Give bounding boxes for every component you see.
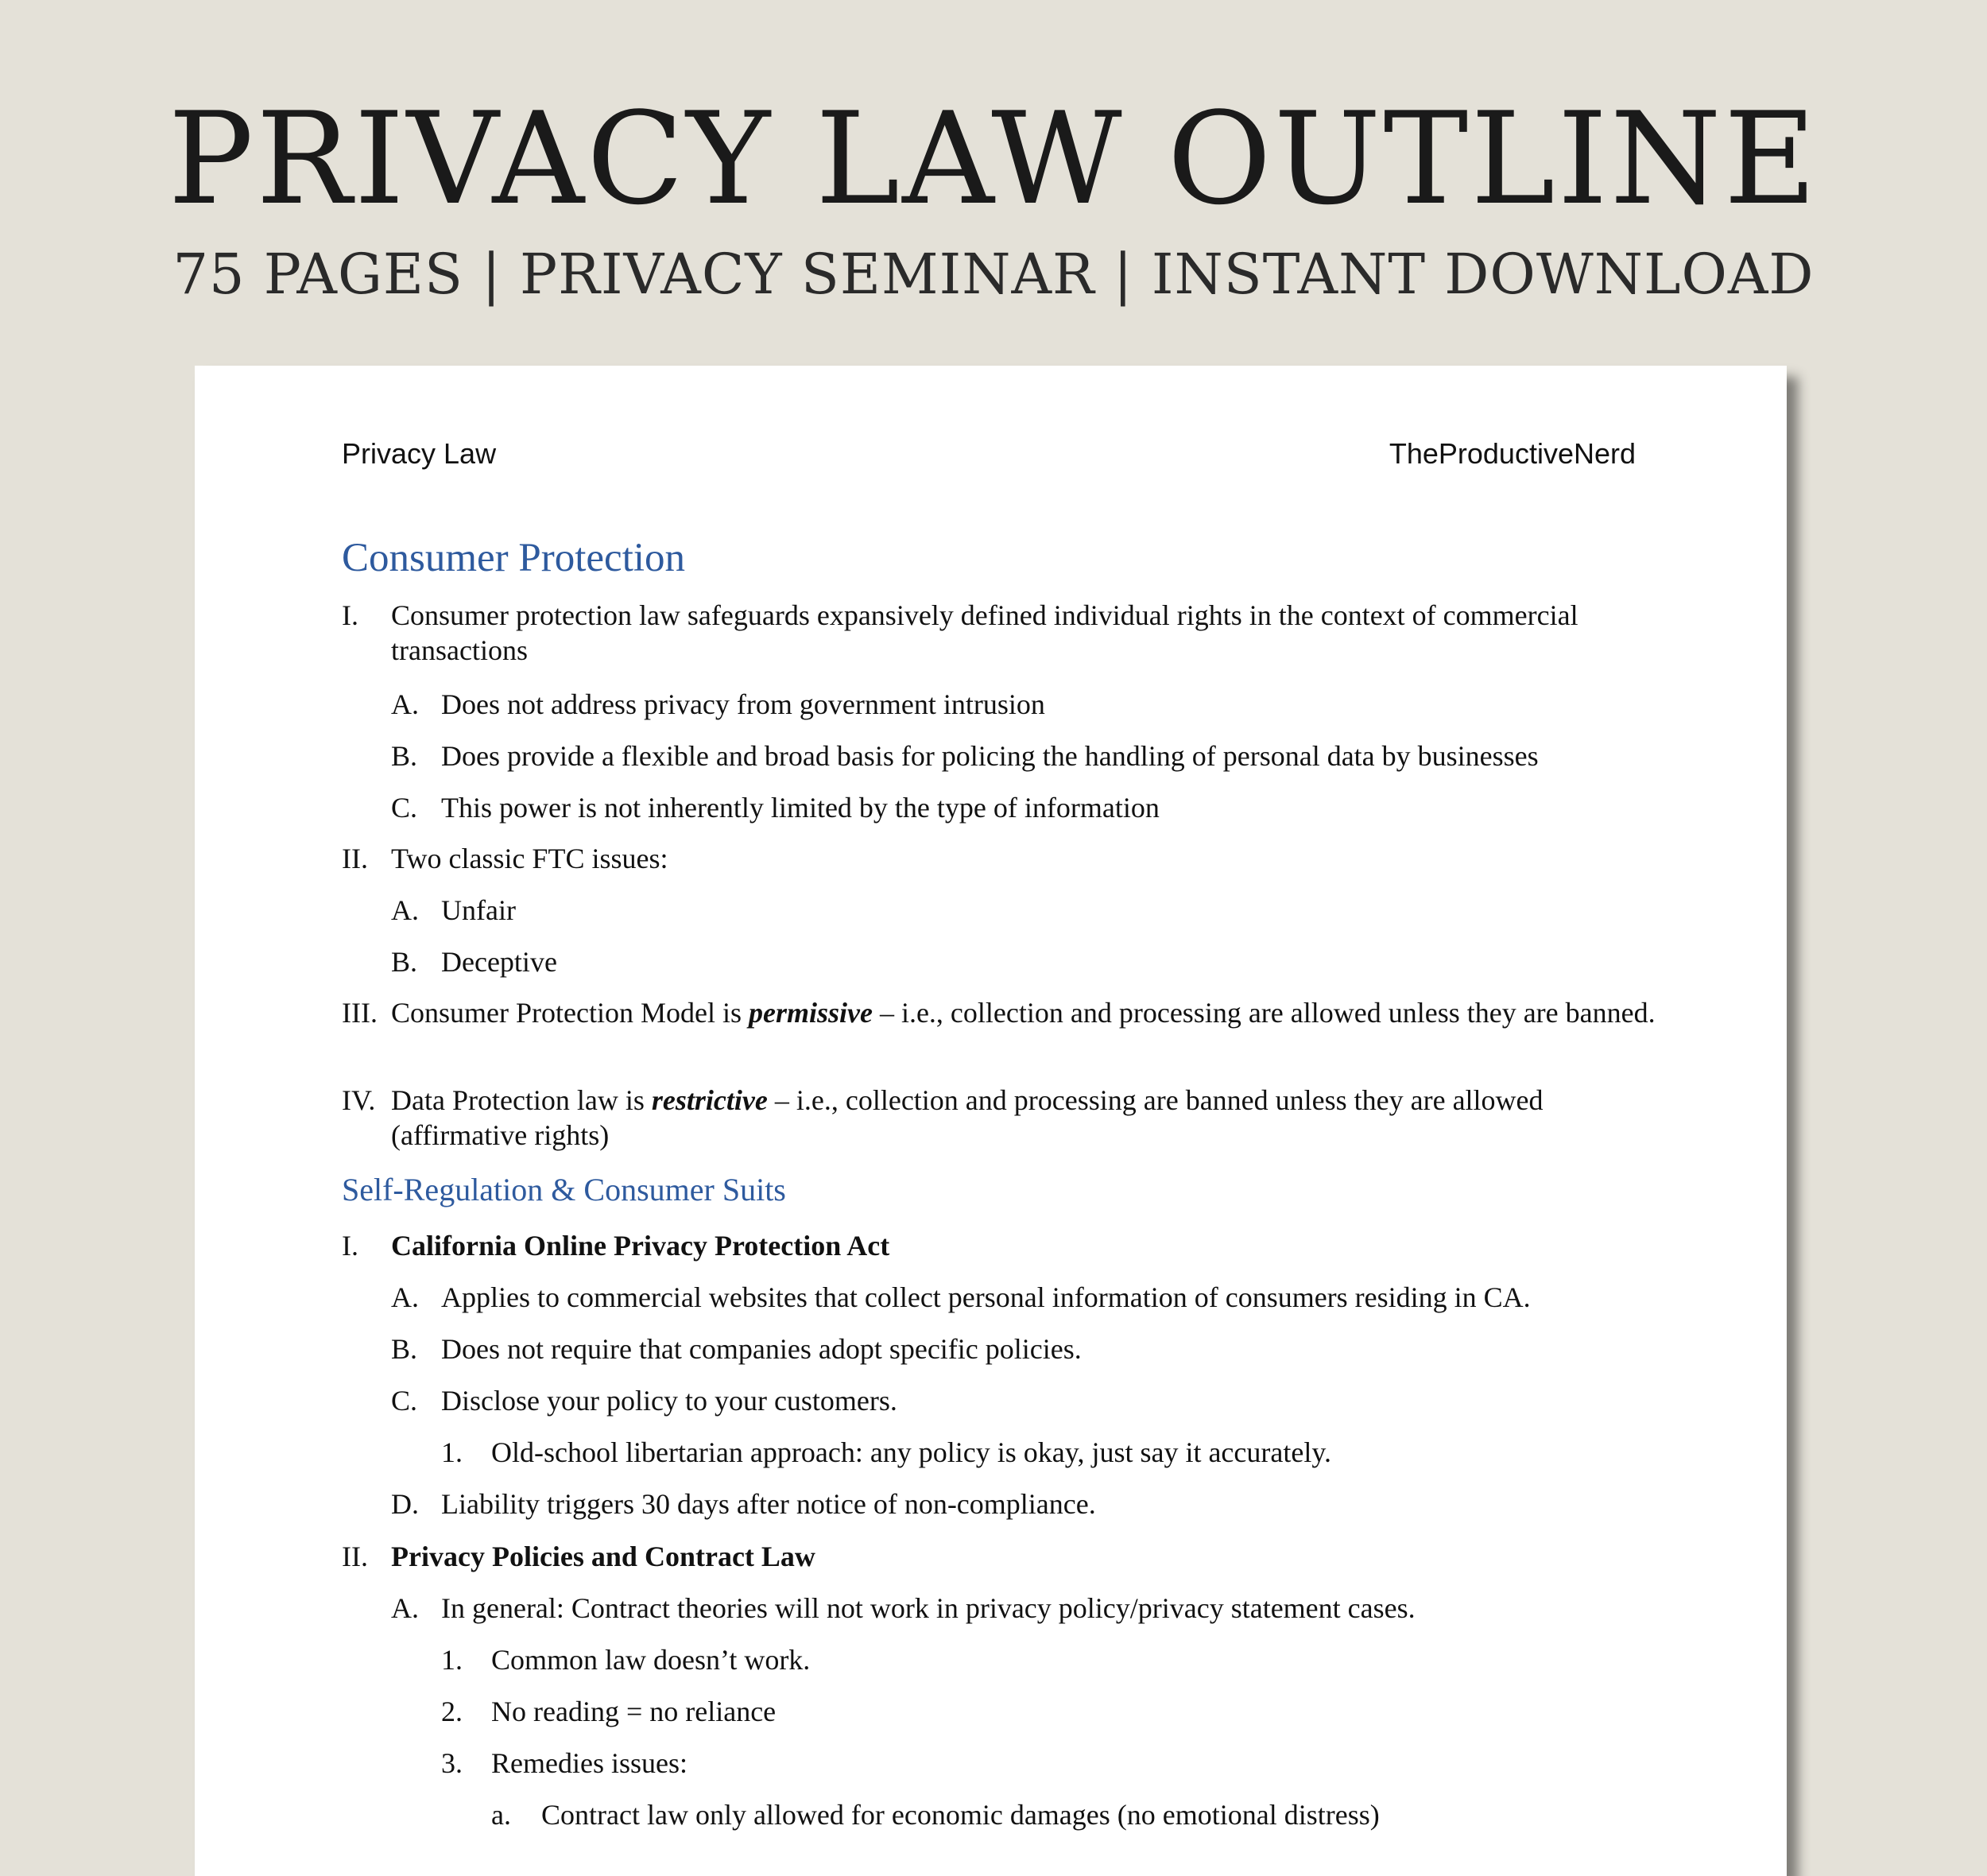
list-marker: A. (391, 894, 419, 926)
text-segment: Data Protection law is (391, 1084, 652, 1116)
list-marker: I. (342, 599, 358, 631)
list-marker: II. (342, 843, 368, 874)
list-item (391, 790, 1713, 825)
text-segment: – i.e., collection and processing are banned unless they are allowed (affirmative rights) (391, 1084, 1544, 1151)
list-item-text: Does not require that companies adopt specific policies. (441, 1333, 1082, 1365)
list-item (342, 1228, 1671, 1263)
list-item (342, 598, 1671, 668)
list-marker: a. (491, 1799, 511, 1831)
banner-subtitle: 75 PAGES | PRIVACY SEMINAR | INSTANT DOWNLOAD (172, 242, 1815, 307)
list-item-text: California Online Privacy Protection Act (391, 1230, 890, 1262)
list-item-text: Deceptive (441, 946, 557, 978)
header-right: TheProductiveNerd (1389, 437, 1636, 470)
list-item-text: Remedies issues: (491, 1747, 688, 1779)
list-item-text: Consumer protection law safeguards expansively defined individual rights in the context of commercial transactions (391, 599, 1578, 666)
list-item-text: Old-school libertarian approach: any policy is okay, just say it accurately. (491, 1436, 1331, 1468)
list-marker: 3. (441, 1747, 463, 1779)
list-item-text: Contract law only allowed for economic damages (no emotional distress) (541, 1799, 1380, 1831)
list-item (391, 1280, 1713, 1315)
document-header (342, 437, 1636, 485)
list-item (342, 841, 1671, 876)
list-item-text: Does provide a flexible and broad basis for policing the handling of personal data by businesses (441, 740, 1539, 772)
emphasis-restrictive: restrictive (651, 1084, 768, 1116)
list-item-text (391, 995, 1671, 1030)
list-marker: IV. (342, 1084, 376, 1116)
emphasis-permissive: permissive (748, 997, 873, 1029)
list-marker: A. (391, 688, 419, 720)
list-item-text: Disclose your policy to your customers. (441, 1385, 897, 1417)
list-item (391, 893, 1713, 928)
list-item (491, 1797, 1718, 1832)
list-item-text: No reading = no reliance (491, 1696, 777, 1727)
list-item (391, 1383, 1713, 1418)
banner-title: PRIVACY LAW OUTLINE (168, 84, 1819, 233)
section-heading-self-regulation: Self-Regulation & Consumer Suits (342, 1172, 786, 1207)
section-heading-consumer-protection: Consumer Protection (342, 536, 686, 580)
list-marker: II. (342, 1541, 368, 1572)
list-marker: A. (391, 1281, 419, 1313)
list-item (342, 1539, 1671, 1574)
text-segment: – i.e., collection and processing are allowed unless they are banned. (872, 997, 1656, 1029)
list-marker: C. (391, 1385, 418, 1417)
list-item (342, 1083, 1671, 1153)
list-item (441, 1694, 1715, 1729)
list-item (391, 1486, 1713, 1521)
list-marker: C. (391, 792, 418, 824)
list-item (441, 1642, 1715, 1677)
list-marker: B. (391, 740, 418, 772)
list-item-text (391, 1083, 1671, 1153)
list-marker: 1. (441, 1436, 463, 1468)
list-item (391, 738, 1713, 773)
list-marker: B. (391, 946, 418, 978)
list-item (441, 1435, 1715, 1470)
list-item (391, 1591, 1713, 1626)
text-segment: Consumer Protection Model is (391, 997, 749, 1029)
list-item-text: Applies to commercial websites that collect personal information of consumers residing in CA. (441, 1281, 1531, 1313)
header-left: Privacy Law (342, 437, 497, 470)
list-item-text: In general: Contract theories will not work in privacy policy/privacy statement cases. (441, 1592, 1416, 1624)
list-marker: D. (391, 1488, 419, 1520)
list-marker: A. (391, 1592, 419, 1624)
list-item-text: Two classic FTC issues: (391, 843, 668, 874)
list-item-text: Privacy Policies and Contract Law (391, 1541, 815, 1572)
list-item-text: This power is not inherently limited by the type of information (441, 792, 1160, 824)
document-page (195, 366, 1787, 1876)
list-item (342, 995, 1671, 1030)
list-marker: B. (391, 1333, 418, 1365)
list-item (391, 687, 1713, 722)
list-marker: 1. (441, 1644, 463, 1676)
list-item-text: Does not address privacy from government intrusion (441, 688, 1045, 720)
list-marker: 2. (441, 1696, 463, 1727)
list-marker: III. (342, 997, 378, 1029)
list-item-text: Liability triggers 30 days after notice of non-compliance. (441, 1488, 1096, 1520)
list-item (391, 944, 1713, 979)
list-marker: I. (342, 1230, 358, 1262)
list-item (391, 1331, 1713, 1366)
list-item-text: Unfair (441, 894, 516, 926)
list-item (441, 1746, 1715, 1781)
list-item-text: Common law doesn’t work. (491, 1644, 811, 1676)
